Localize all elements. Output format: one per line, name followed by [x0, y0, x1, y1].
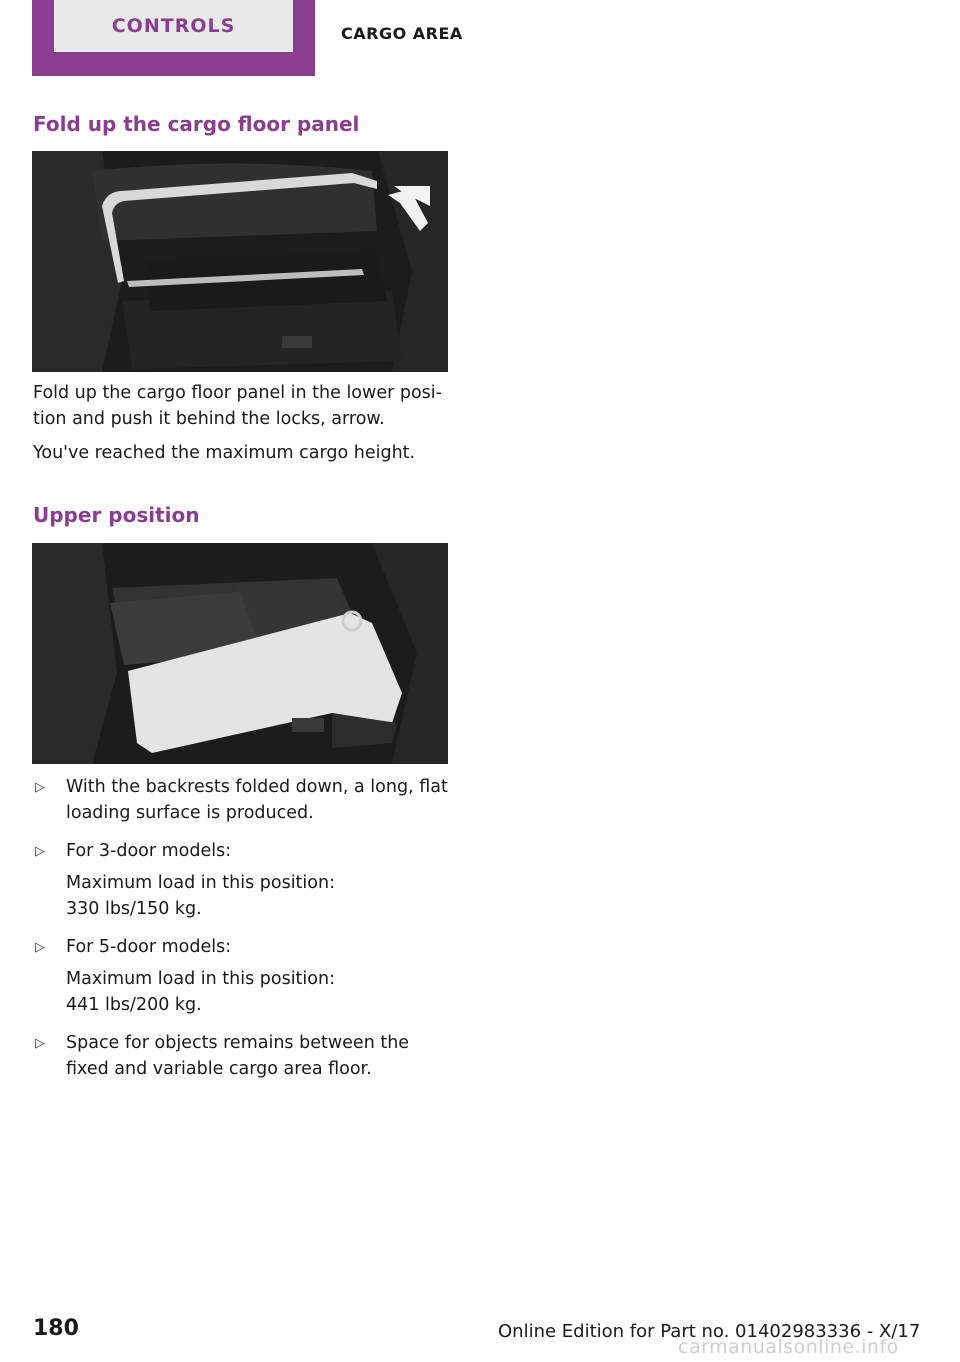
list-item [33, 1030, 453, 1082]
bullet-sub-line: 441 lbs/200 kg. [66, 995, 202, 1015]
paragraph-fold-instruction: Fold up the cargo floor panel in the lower posi-tion and push it behind the locks, arrow. [33, 383, 442, 429]
cargo-photo-lower [32, 151, 448, 372]
bullet-text: Space for objects remains between the fixed and variable cargo area floor. [66, 1033, 410, 1079]
section-heading-upper-position: Upper position [33, 503, 200, 527]
section-heading-fold-up: Fold up the cargo floor panel [33, 112, 360, 136]
bullet-text: For 3-door models: [66, 841, 232, 861]
chapter-title: CONTROLS [54, 0, 293, 52]
page-number: 180 [33, 1316, 79, 1341]
edition-note: Online Edition for Part no. 01402983336 - X/17 [498, 1321, 921, 1342]
bullet-text: With the backrests folded down, a long, flat loading surface is produced. [66, 777, 448, 823]
bullet-sub-line: Maximum load in this position: [66, 873, 335, 893]
triangle-bullet-icon: ▷ [35, 940, 45, 955]
watermark-text: carmanualsonline.info [678, 1336, 899, 1358]
triangle-bullet-icon: ▷ [35, 780, 45, 795]
bullet-text: For 5-door models: [66, 937, 232, 957]
bullet-sub-line: Maximum load in this position: [66, 969, 335, 989]
list-item [33, 774, 453, 826]
feature-bullet-list [33, 774, 453, 1082]
bullet-sub-line: 330 lbs/150 kg. [66, 899, 202, 919]
section-title: CARGO AREA [341, 24, 463, 43]
paragraph-max-height: You've reached the maximum cargo height. [33, 443, 416, 463]
list-item [33, 934, 453, 1018]
triangle-bullet-icon: ▷ [35, 844, 45, 859]
chapter-tab [32, 0, 315, 76]
triangle-bullet-icon: ▷ [35, 1036, 45, 1051]
cargo-photo-upper [32, 543, 448, 764]
list-item [33, 838, 453, 922]
